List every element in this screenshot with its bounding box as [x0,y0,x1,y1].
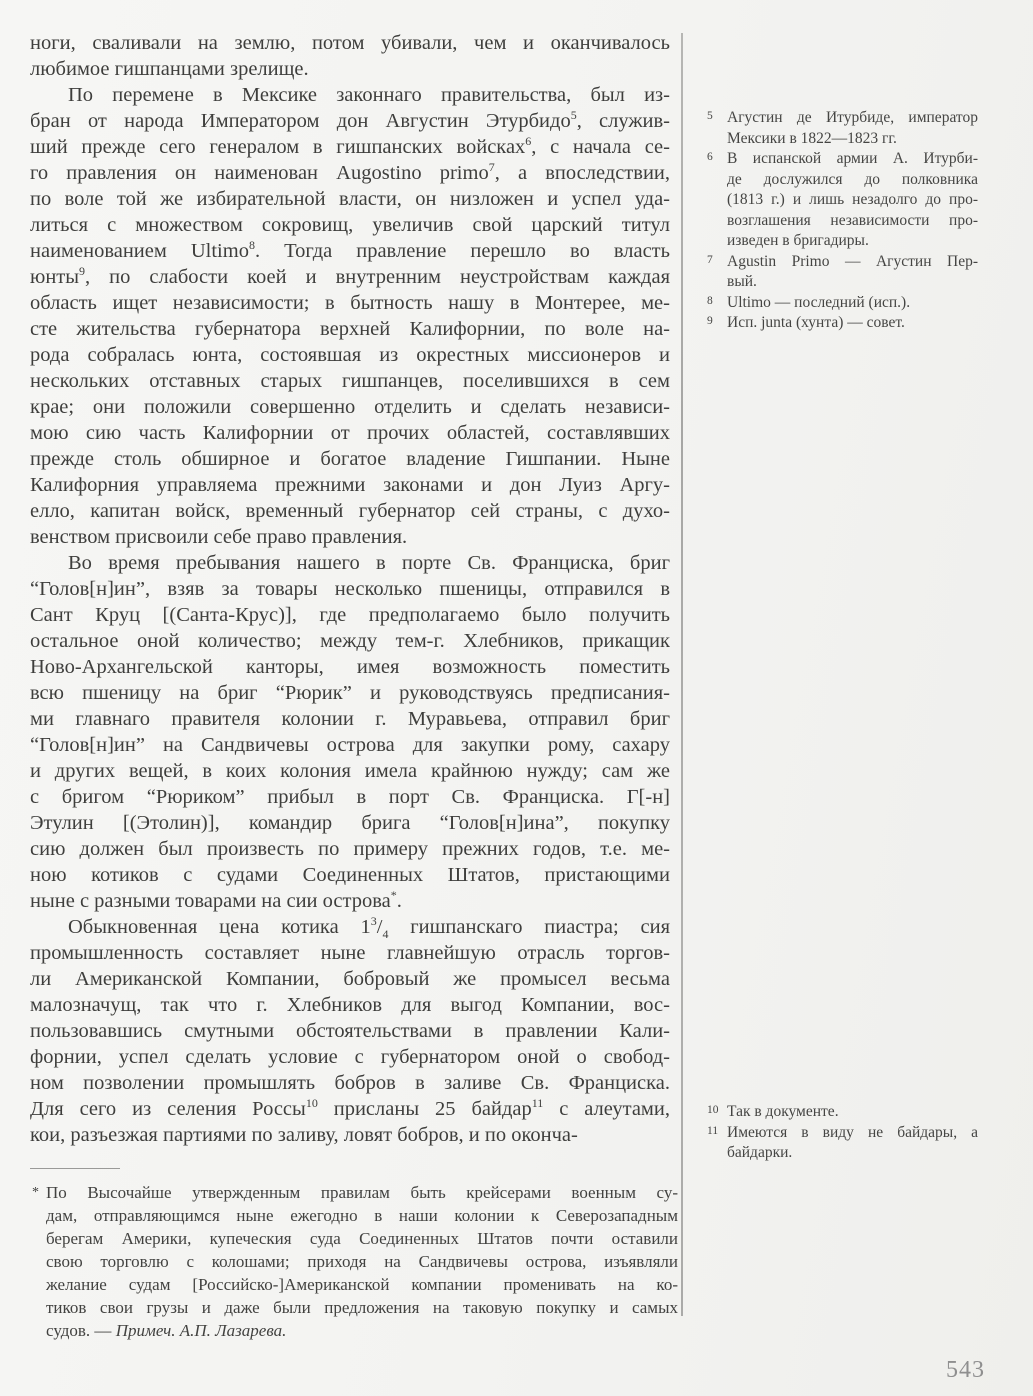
note-line: Так в документе. [727,1103,839,1120]
text-line: крае; они положили совершенно отделить и сделать независи- [30,396,670,418]
text-line: Во время пребывания нашего в порте Св. Франциска, бриг [68,552,670,574]
text-line: ноги, сваливали на землю, потом убивали, чем и оканчивалось [30,32,670,54]
text-line: ныне с разными товарами на сии острова*. [30,888,402,912]
text-line: Этулин [(Этолин)], командир брига “Голов[н]ина”, покупку [30,812,670,834]
note-number: 8 [707,294,713,307]
text-line: форнии, успел сделать условие с губернатором оной о свобод- [30,1046,670,1068]
margin-note-7 [706,252,978,293]
text-line: ною котиков с судами Соединенных Штатов, пристающими [30,864,670,886]
footnote-separator [30,1168,120,1169]
footnote-line: тиков свои грузы и даже были предложения на таковую покупку и самых [46,1298,678,1317]
margin-note-5 [706,108,978,149]
note-number: 10 [707,1104,719,1116]
text-line: область ищет независимости; в бытность нашу в Монтерее, ме- [30,292,670,314]
note-line: вый. [727,273,757,290]
margin-notes-bottom [706,1102,978,1164]
text-line: и других вещей, в коих колония имела крайнюю нужду; сам же [30,760,670,782]
note-number: 6 [707,151,713,163]
margin-note-8 [706,293,978,314]
margin-note-10 [706,1102,978,1123]
text-line: “Голов[н]ин” на Сандвичевы острова для закупки рому, сахару [30,734,670,756]
margin-note-11 [706,1123,978,1164]
text-line: малозначущ, так что г. Хлебников для выгод Компании, вос- [30,994,670,1016]
note-line: Ultimo — последний (исп.). [727,293,911,311]
note-line: Имеются в виду не байдары, а [727,1123,978,1141]
note-line: изведен в бригадиры. [727,232,869,249]
note-line: (1813 г.) и лишь незадолго до про- [727,191,978,208]
note-number: 11 [707,1124,719,1137]
page-number: 543 [946,1357,985,1383]
note-line: Исп. junta (хунта) — совет. [727,314,905,331]
text-line: “Голов[н]ин”, взяв за товары несколько пшеницы, отправился в [30,578,670,600]
text-line: венством присвоили себе право правления. [30,526,408,548]
note-line: возглашения независимости про- [727,211,978,229]
footnote-line: желание судам [Российско-]Американской компании променивать на ко- [46,1275,678,1294]
text-line: сте жительства губернатора верхней Калифорнии, по воле на- [30,318,670,340]
text-line: го правления он наименован Augostino primo$^7$, а впоследствии, [30,160,671,184]
note-line: Agustin Primo — Агустин Пер- [727,252,978,270]
text-line: с бригом “Рюриком” прибыл в порт Св. Франциска. Г[-н] [30,786,670,808]
main-text [30,30,670,1148]
text-line: Обыкновенная цена котика $1^3/_4$ гишпанскаго пиастра; сия [68,914,670,942]
footnote-line: дам, отправляющимся ныне ежегодно в наши колонии к Северозападным [46,1206,678,1225]
author-footnote [30,1181,678,1342]
author-footnote-text [30,1181,678,1342]
footnote-line: берегам Америки, купеческия суда Соединенных Штатов почти оставили [46,1229,678,1248]
text-line: По перемене в Мексике законнаго правительства, был из- [68,84,670,106]
text-line: любимое гишпанцами зрелище. [30,58,309,80]
note-number: 5 [707,110,713,122]
footnote-line: судов. — Примеч. А.П. Лазарева. [46,1321,287,1340]
margin-note-6 [706,149,978,252]
note-line: Агустин де Итурбиде, император [727,109,978,126]
footnote-line: По Высочайше утвержденным правилам быть крейсерами военным су- [46,1183,678,1202]
note-number: 7 [707,253,713,266]
note-line: байдарки. [727,1144,793,1161]
text-line: нескольких отставных старых гишпанцев, поселившихся в сем [30,370,670,392]
text-line: наименованием Ultimo$^8$. Тогда правление перешло во власть [30,238,670,262]
text-line: пользовавшись смутными обстоятельствами в правлении Кали- [30,1020,670,1042]
text-line: ли Американской Компании, бобровый же промысел весьма [30,968,670,990]
text-line: бран от народа Императором дон Августин Этурбидо$^5$, служив- [30,108,670,132]
column-divider-rule [681,33,683,1316]
text-line: Сант Круц [(Санта-Крус)], где предполагаемо было получить [30,604,670,626]
text-line: юнты$^9$, по слабости коей и внутренним неустройствам каждая [30,264,670,288]
footnote-line: свою торговлю с колошами; приходя на Сандвичевы острова, изъявляли [46,1252,678,1271]
text-line: ший прежде сего генералом в гишпанских войсках$^6$, с начала се- [30,134,670,158]
text-line: прежде столь обширное и богатое владение Гишпании. Ныне [30,448,670,470]
text-line: промышленность составляет ныне главнейшую отрасль торгов- [30,942,670,964]
text-line: ми главнаго правителя колонии г. Муравьева, отправил бриг [30,708,670,730]
text-line: Калифорния управляема прежними законами и дон Луиз Аргу- [30,474,670,496]
text-line: ном позволении промышлять бобров в заливе Св. Франциска. [30,1072,670,1094]
text-line: по воле той же избирательной власти, он низложен и успел уда- [30,188,670,210]
text-line: сию должен был произвесть по примеру прежних годов, т.е. ме- [30,838,670,860]
text-line: Ново-Архангельской канторы, имея возможность поместить [30,656,670,678]
text-line: Для сего из селения Россы$^{10}$ присланы 25 байдар$^{11}$ с алеутами, [30,1096,670,1120]
margin-note-9 [706,313,978,334]
text-line: литься с множеством сокровищ, увеличив свой царский титул [30,214,670,236]
text-line: остальное оной количество; между тем-г. Хлебников, прикащик [30,630,670,652]
text-line: мою сию часть Калифорнии от прочих областей, составлявших [30,422,670,444]
text-line: всю пшеницу на бриг “Рюрик” и руководствуясь предписания- [30,682,670,704]
text-line: рода собралась юнта, состоявшая из окрестных миссионеров и [30,344,670,366]
note-line: де дослужился до полковника [727,170,978,188]
text-line: кои, разъезжая партиями по заливу, ловят бобров, и по оконча- [30,1124,578,1146]
note-line: Мексики в 1822—1823 гг. [727,129,897,147]
note-number: 9 [707,315,713,327]
note-line: В испанской армии А. Итурби- [727,150,978,167]
footnote-attribution: Примеч. А.П. Лазарева. [115,1321,287,1340]
footnote-asterisk: * [32,1185,39,1200]
margin-notes-top [706,108,978,334]
text-line: елло, капитан войск, временный губернатор сей страны, с духо- [30,500,670,522]
